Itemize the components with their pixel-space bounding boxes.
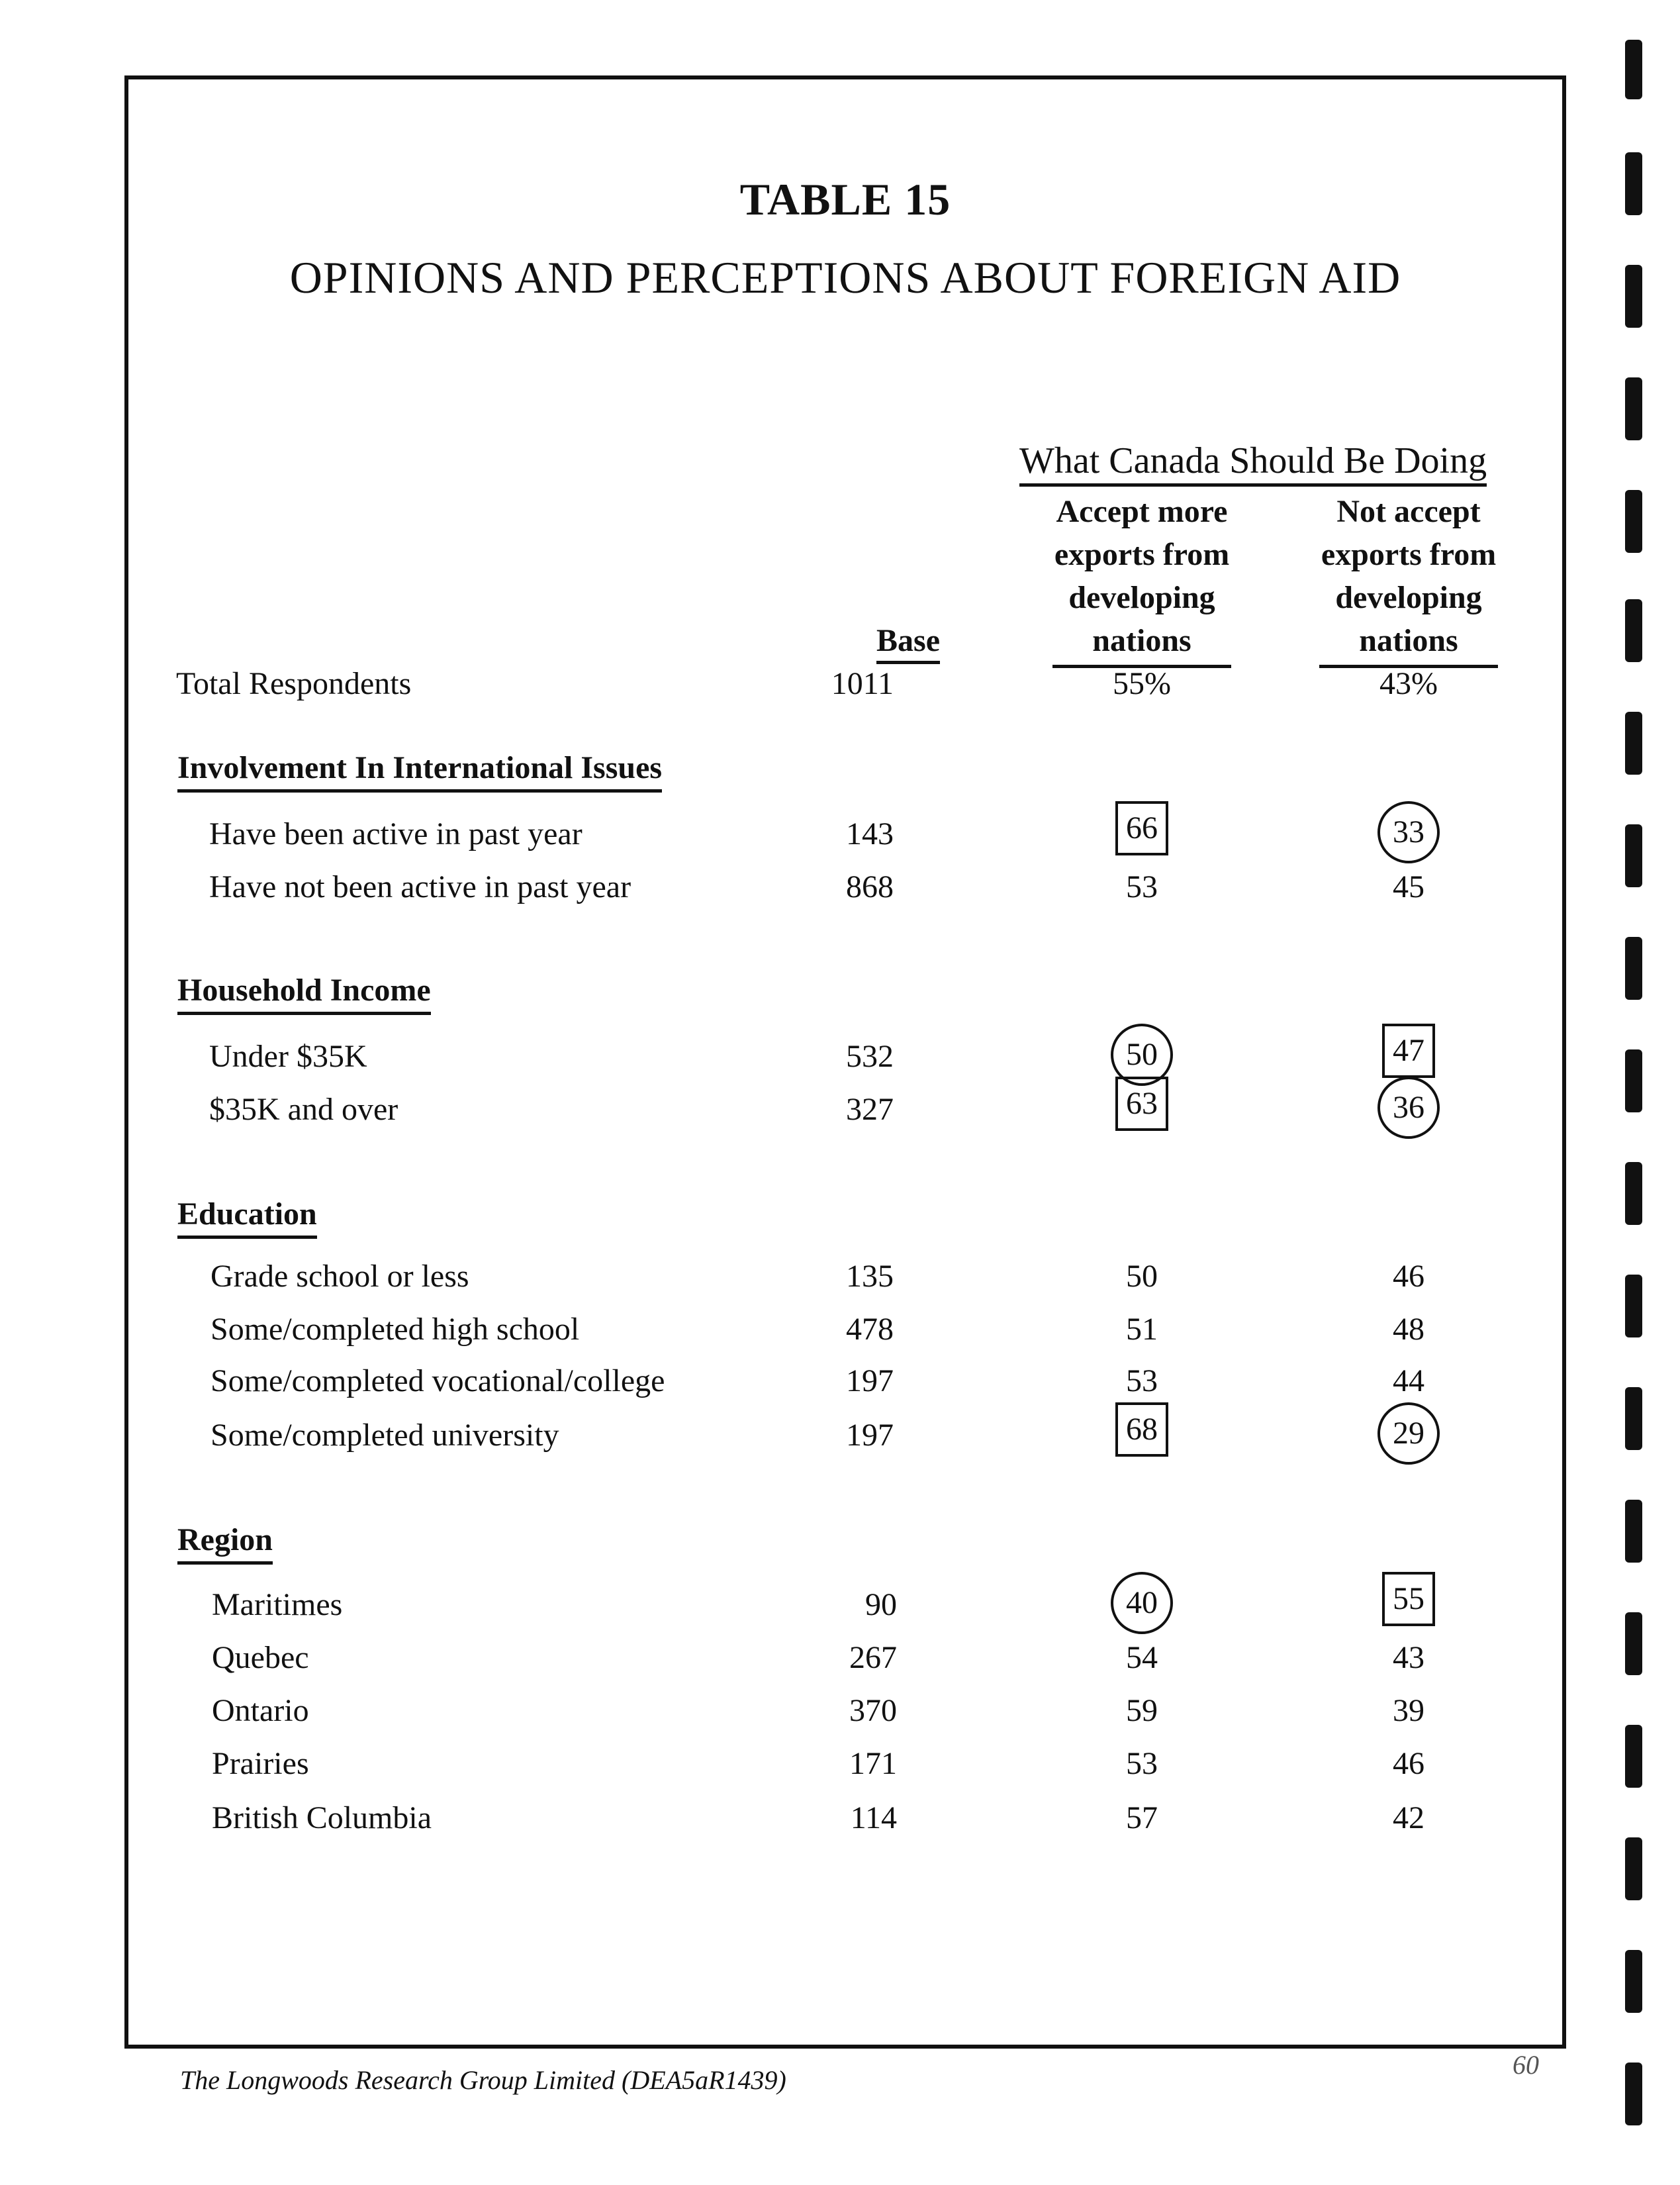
- row-accept: 53: [1126, 869, 1158, 904]
- row-label: Quebec: [212, 1640, 309, 1675]
- row-base: 532: [846, 1039, 894, 1074]
- binding-mark: [1625, 2063, 1642, 2125]
- column-header-not-accept: [1270, 490, 1548, 668]
- row-accept: 50: [1126, 1259, 1158, 1294]
- section-title-text: Involvement In International Issues: [177, 750, 662, 793]
- row-base: 135: [846, 1259, 894, 1294]
- boxed-value: 66: [1115, 801, 1168, 855]
- row-not-accept: 43: [1393, 1640, 1424, 1675]
- row-accept: [1076, 1572, 1208, 1634]
- binding-mark: [1625, 152, 1642, 215]
- row-base: 143: [846, 816, 894, 851]
- section-title-text: Education: [177, 1196, 317, 1239]
- circled-value: 36: [1377, 1077, 1440, 1139]
- column-header-base-label: Base: [876, 623, 940, 664]
- section-title-text: Household Income: [177, 973, 431, 1015]
- row-not-accept: 42: [1393, 1800, 1424, 1835]
- row-accept: [1076, 1402, 1208, 1457]
- row-accept: 59: [1126, 1693, 1158, 1728]
- row-label: British Columbia: [212, 1800, 432, 1835]
- row-label: Maritimes: [212, 1587, 343, 1622]
- binding-mark: [1625, 265, 1642, 328]
- column-header-line: exports from: [1321, 537, 1497, 572]
- row-accept: 53: [1126, 1746, 1158, 1781]
- circled-value: 40: [1111, 1572, 1173, 1634]
- row-base: 327: [846, 1092, 894, 1127]
- column-header-line: nations: [1052, 619, 1231, 668]
- row-not-accept: 46: [1393, 1746, 1424, 1781]
- circled-value: 50: [1111, 1024, 1173, 1086]
- column-header-line: developing: [1068, 580, 1215, 615]
- total-not-accept: 43%: [1379, 666, 1438, 701]
- binding-mark: [1625, 1837, 1642, 1900]
- row-base: 90: [865, 1587, 897, 1622]
- row-base: 197: [846, 1363, 894, 1398]
- binding-mark: [1625, 377, 1642, 440]
- page-number: 60: [1513, 2050, 1539, 2080]
- row-label: Some/completed vocational/college: [210, 1363, 665, 1398]
- footer-credit: The Longwoods Research Group Limited (DEA5aR1439): [180, 2065, 786, 2095]
- section-title: [177, 972, 431, 1008]
- binding-mark: [1625, 1950, 1642, 2013]
- row-label: Have not been active in past year: [209, 869, 631, 904]
- column-header-line: exports from: [1054, 537, 1230, 572]
- binding-mark: [1625, 1162, 1642, 1225]
- column-header-line: Not accept: [1336, 494, 1481, 529]
- row-not-accept: 48: [1393, 1312, 1424, 1347]
- binding-mark: [1625, 1387, 1642, 1450]
- column-header-base: [794, 622, 940, 659]
- column-group-header: What Canada Should Be Doing: [1019, 440, 1487, 487]
- row-label: Prairies: [212, 1746, 309, 1781]
- binding-mark: [1625, 1049, 1642, 1112]
- column-header-accept: [1003, 490, 1281, 668]
- binding-mark: [1625, 824, 1642, 887]
- row-base: 114: [850, 1800, 897, 1835]
- binding-mark: [1625, 599, 1642, 662]
- section-title: [177, 1196, 317, 1232]
- total-base: 1011: [831, 666, 894, 701]
- row-base: 171: [849, 1746, 897, 1781]
- circled-value: 29: [1377, 1402, 1440, 1465]
- row-accept: 54: [1126, 1640, 1158, 1675]
- binding-mark: [1625, 1612, 1642, 1675]
- row-base: 267: [849, 1640, 897, 1675]
- row-not-accept: 46: [1393, 1259, 1424, 1294]
- row-not-accept: [1342, 1024, 1475, 1078]
- row-not-accept: 39: [1393, 1693, 1424, 1728]
- binding-mark: [1625, 937, 1642, 1000]
- table-title: OPINIONS AND PERCEPTIONS ABOUT FOREIGN AID: [289, 252, 1401, 303]
- row-label: Some/completed high school: [210, 1312, 580, 1347]
- row-base: 478: [846, 1312, 894, 1347]
- binding-mark: [1625, 712, 1642, 775]
- column-header-line: developing: [1335, 580, 1482, 615]
- row-label: Have been active in past year: [209, 816, 583, 851]
- boxed-value: 68: [1115, 1402, 1168, 1457]
- row-base: 868: [846, 869, 894, 904]
- row-label: Grade school or less: [210, 1259, 469, 1294]
- section-title: [177, 1522, 273, 1558]
- row-base: 197: [846, 1418, 894, 1453]
- boxed-value: 47: [1382, 1024, 1435, 1078]
- total-accept: 55%: [1113, 666, 1171, 701]
- row-not-accept: [1342, 1402, 1475, 1465]
- binding-mark: [1625, 490, 1642, 553]
- row-label: Ontario: [212, 1693, 309, 1728]
- row-label: $35K and over: [209, 1092, 398, 1127]
- boxed-value: 63: [1115, 1077, 1168, 1131]
- binding-mark: [1625, 40, 1642, 99]
- row-label: Under $35K: [209, 1039, 367, 1074]
- row-accept: 51: [1126, 1312, 1158, 1347]
- binding-mark: [1625, 1725, 1642, 1788]
- section-title-text: Region: [177, 1522, 273, 1565]
- table-number: TABLE 15: [739, 174, 951, 224]
- row-accept: 53: [1126, 1363, 1158, 1398]
- binding-mark: [1625, 1500, 1642, 1563]
- row-not-accept: 44: [1393, 1363, 1424, 1398]
- row-accept: [1076, 1077, 1208, 1131]
- row-label: Some/completed university: [210, 1418, 559, 1453]
- row-accept: 57: [1126, 1800, 1158, 1835]
- binding-mark: [1625, 1275, 1642, 1337]
- row-not-accept: 45: [1393, 869, 1424, 904]
- boxed-value: 55: [1382, 1572, 1435, 1626]
- section-title: [177, 750, 662, 786]
- row-base: 370: [849, 1693, 897, 1728]
- total-label: Total Respondents: [176, 666, 412, 701]
- circled-value: 33: [1377, 801, 1440, 863]
- row-not-accept: [1342, 1077, 1475, 1139]
- row-not-accept: [1342, 801, 1475, 863]
- column-header-line: nations: [1319, 619, 1497, 668]
- row-accept: [1076, 801, 1208, 855]
- row-not-accept: [1342, 1572, 1475, 1626]
- column-header-line: Accept more: [1056, 494, 1228, 529]
